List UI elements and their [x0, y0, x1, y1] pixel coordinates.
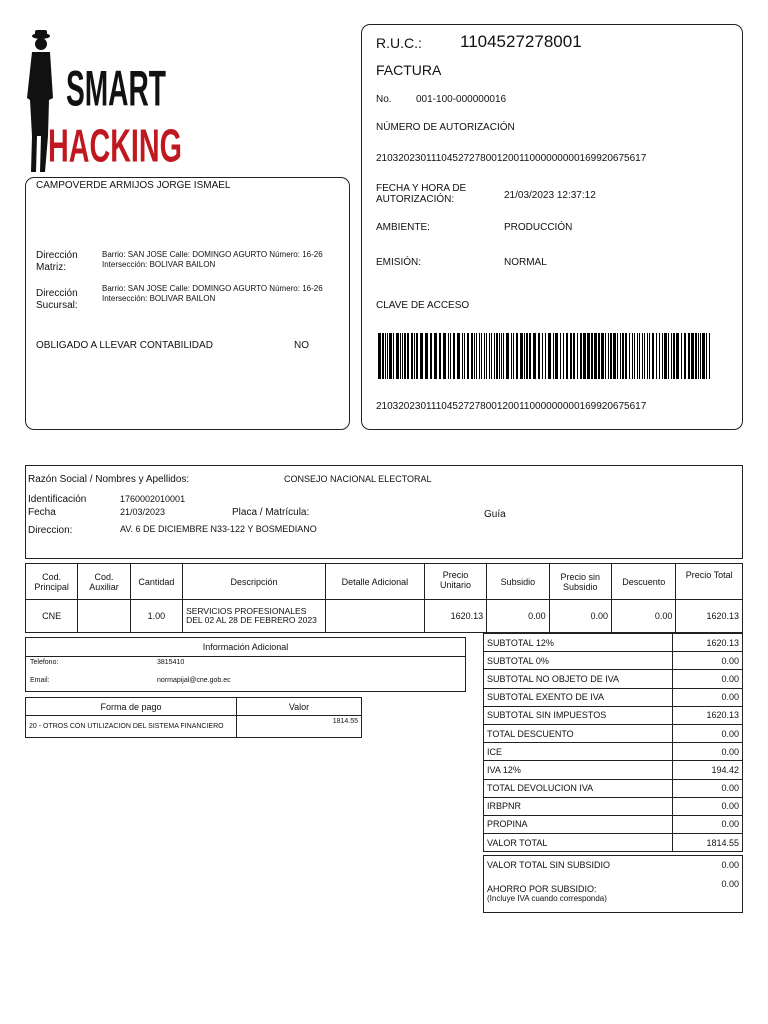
totals-label: VALOR TOTAL	[484, 834, 673, 852]
cell-subsidio: 0.00	[487, 600, 549, 633]
totals-value: 0.00	[673, 779, 743, 797]
cell-precio-total: 1620.13	[676, 600, 743, 633]
barcode-bar	[560, 333, 561, 379]
barcode-bar	[476, 333, 477, 379]
totals-label: TOTAL DEVOLUCION IVA	[484, 779, 673, 797]
totals-value: 0.00	[673, 724, 743, 742]
barcode	[378, 333, 710, 379]
barcode-bar	[664, 333, 667, 379]
totals-table	[483, 633, 743, 852]
forma-pago-value: 20 - OTROS CON UTILIZACION DEL SISTEMA FINANCIERO	[26, 716, 237, 738]
barcode-bar	[529, 333, 531, 379]
totals-row	[484, 688, 743, 706]
contabilidad-value: NO	[294, 340, 309, 351]
cell-precio-sin-subsidio: 0.00	[549, 600, 611, 633]
totals-row	[484, 706, 743, 724]
issuer-box	[25, 177, 350, 430]
totals-row	[484, 670, 743, 688]
items-header-row	[26, 564, 743, 600]
barcode-bar	[425, 333, 428, 379]
contabilidad-label: OBLIGADO A LLEVAR CONTABILIDAD	[36, 340, 213, 351]
barcode-bar	[566, 333, 568, 379]
totals-value: 0.00	[673, 670, 743, 688]
direccion-sucursal-label: Dirección Sucursal:	[36, 288, 78, 311]
barcode-bar	[474, 333, 475, 379]
header-descuento: Descuento	[612, 564, 676, 600]
table-row	[26, 600, 743, 633]
barcode-bar	[598, 333, 600, 379]
barcode-bar	[591, 333, 593, 379]
header-subsidio: Subsidio	[487, 564, 549, 600]
cell-descuento: 0.00	[612, 600, 676, 633]
barcode-bar	[610, 333, 612, 379]
barcode-bar	[652, 333, 654, 379]
info-adicional-box	[25, 637, 466, 692]
invoice-number: 001-100-000000016	[416, 94, 507, 105]
fecha-autorizacion-value: 21/03/2023 12:37:12	[504, 190, 596, 201]
barcode-bar	[676, 333, 679, 379]
barcode-bar	[462, 333, 463, 379]
barcode-bar	[553, 333, 554, 379]
totals-value: 0.00	[673, 815, 743, 833]
placa-label: Placa / Matrícula:	[232, 507, 310, 518]
barcode-bar	[671, 333, 672, 379]
document-type: FACTURA	[376, 62, 442, 78]
barcode-bar	[393, 333, 394, 379]
barcode-bar	[389, 333, 392, 379]
fecha-emision-label: Fecha	[28, 507, 56, 518]
barcode-bar	[491, 333, 492, 379]
barcode-bar	[542, 333, 543, 379]
barcode-bar	[471, 333, 473, 379]
barcode-bar	[385, 333, 386, 379]
totals-label: TOTAL DESCUENTO	[484, 724, 673, 742]
barcode-bar	[580, 333, 582, 379]
totals-row	[484, 815, 743, 833]
totals-label: ICE	[484, 743, 673, 761]
barcode-bar	[486, 333, 487, 379]
barcode-bar	[414, 333, 415, 379]
barcode-bar	[691, 333, 694, 379]
barcode-bar	[524, 333, 525, 379]
barcode-bar	[587, 333, 590, 379]
totals-row	[484, 634, 743, 652]
barcode-bar	[706, 333, 707, 379]
barcode-bar	[396, 333, 399, 379]
barcode-bar	[503, 333, 504, 379]
barcode-bar	[430, 333, 432, 379]
forma-pago-table	[25, 697, 362, 738]
totals-value: 194.42	[673, 761, 743, 779]
clave-acceso-value: 2103202301110452727800120011000000000169920675617	[376, 401, 647, 412]
fecha-autorizacion-label: FECHA Y HORA DE AUTORIZACIÓN:	[376, 183, 467, 205]
barcode-bar	[583, 333, 586, 379]
customer-box	[25, 465, 743, 559]
barcode-bar	[404, 333, 406, 379]
valor-pago-value: 1814.55	[237, 716, 362, 738]
razon-social-label: Razón Social / Nombres y Apellidos:	[28, 474, 190, 485]
barcode-bar	[453, 333, 455, 379]
info-adicional-title: Información Adicional	[26, 638, 465, 657]
barcode-bar	[416, 333, 418, 379]
ahorro-subsidio-label: AHORRO POR SUBSIDIO:	[487, 884, 597, 894]
totals-value: 0.00	[673, 797, 743, 815]
header-descripcion: Descripción	[183, 564, 326, 600]
direccion-sucursal-value: Barrio: SAN JOSE Calle: DOMINGO AGURTO Número: 16-26 Intersección: BOLIVAR BAILON	[102, 284, 323, 303]
header-precio-sin-subsidio: Precio sin Subsidio	[549, 564, 611, 600]
barcode-bar	[639, 333, 640, 379]
razon-social-value: CONSEJO NACIONAL ELECTORAL	[284, 474, 432, 484]
barcode-bar	[681, 333, 682, 379]
totals-row	[484, 724, 743, 742]
barcode-bar	[647, 333, 648, 379]
totals-row	[484, 761, 743, 779]
totals-label: SUBTOTAL NO OBJETO DE IVA	[484, 670, 673, 688]
barcode-bar	[400, 333, 401, 379]
totals-label: SUBTOTAL EXENTO DE IVA	[484, 688, 673, 706]
barcode-bar	[439, 333, 441, 379]
barcode-bar	[555, 333, 558, 379]
barcode-bar	[637, 333, 638, 379]
barcode-bar	[656, 333, 657, 379]
barcode-bar	[577, 333, 578, 379]
barcode-bar	[548, 333, 551, 379]
cell-cod-principal: CNE	[26, 600, 78, 633]
barcode-bar	[464, 333, 465, 379]
fecha-emision-value: 21/03/2023	[120, 507, 166, 517]
cell-detalle-adicional	[326, 600, 425, 633]
header-detalle-adicional: Detalle Adicional	[326, 564, 425, 600]
direccion-value: AV. 6 DE DICIEMBRE N33-122 Y BOSMEDIANO	[120, 524, 317, 534]
header-precio-unitario: Precio Unitario	[424, 564, 486, 600]
barcode-bar	[533, 333, 536, 379]
barcode-bar	[668, 333, 669, 379]
barcode-bar	[709, 333, 710, 379]
barcode-bar	[378, 333, 381, 379]
barcode-bar	[481, 333, 482, 379]
barcode-bar	[526, 333, 528, 379]
barcode-bar	[484, 333, 485, 379]
totals-value: 0.00	[673, 688, 743, 706]
totals-label: SUBTOTAL 0%	[484, 652, 673, 670]
ambiente-label: AMBIENTE:	[376, 222, 430, 233]
clave-acceso-label: CLAVE DE ACCESO	[376, 300, 470, 311]
direccion-label: Direccion:	[28, 525, 73, 536]
barcode-bar	[702, 333, 705, 379]
totals-label: IRBPNR	[484, 797, 673, 815]
barcode-bar	[684, 333, 686, 379]
barcode-bar	[698, 333, 699, 379]
barcode-bar	[673, 333, 675, 379]
barcode-bar	[538, 333, 540, 379]
barcode-bar	[622, 333, 624, 379]
barcode-bar	[457, 333, 460, 379]
barcode-bar	[605, 333, 606, 379]
barcode-bar	[617, 333, 618, 379]
barcode-bar	[382, 333, 384, 379]
info-email-label: Email:	[30, 677, 50, 684]
barcode-bar	[662, 333, 663, 379]
barcode-bar	[501, 333, 502, 379]
barcode-bar	[506, 333, 509, 379]
barcode-bar	[450, 333, 451, 379]
totals-label: SUBTOTAL SIN IMPUESTOS	[484, 706, 673, 724]
barcode-bar	[659, 333, 660, 379]
barcode-bar	[573, 333, 575, 379]
barcode-bar	[496, 333, 498, 379]
info-telefono-label: Telefono:	[30, 659, 59, 666]
barcode-bar	[411, 333, 413, 379]
direccion-matriz-value: Barrio: SAN JOSE Calle: DOMINGO AGURTO Número: 16-26 Intersección: BOLIVAR BAILON	[102, 250, 323, 269]
valor-sin-subsidio-value: 0.00	[721, 860, 739, 870]
totals-label: IVA 12%	[484, 761, 673, 779]
barcode-bar	[620, 333, 621, 379]
barcode-bar	[407, 333, 409, 379]
barcode-bar	[642, 333, 643, 379]
info-telefono-value: 3815410	[157, 659, 185, 666]
barcode-bar	[499, 333, 500, 379]
barcode-bar	[479, 333, 480, 379]
ruc-label: R.U.C.:	[376, 35, 422, 51]
valor-header: Valor	[237, 698, 362, 716]
barcode-bar	[545, 333, 546, 379]
header-cantidad: Cantidad	[130, 564, 182, 600]
company-logo	[28, 28, 188, 176]
identificacion-value: 1760002010001	[120, 494, 186, 504]
header-precio-total: Precio Total	[676, 564, 743, 600]
barcode-bar	[570, 333, 572, 379]
direccion-matriz-label: Dirección Matriz:	[36, 250, 78, 273]
barcode-bar	[443, 333, 446, 379]
guia-label: Guía	[484, 509, 506, 520]
subsidio-box	[483, 855, 743, 913]
emision-label: EMISIÓN:	[376, 257, 422, 268]
barcode-bar	[420, 333, 423, 379]
barcode-bar	[402, 333, 403, 379]
barcode-bar	[625, 333, 627, 379]
barcode-bar	[594, 333, 597, 379]
cell-cantidad: 1.00	[130, 600, 182, 633]
ruc-value: 1104527278001	[460, 32, 582, 51]
barcode-bar	[644, 333, 645, 379]
emision-value: NORMAL	[504, 257, 547, 268]
barcode-bar	[613, 333, 616, 379]
barcode-bar	[489, 333, 490, 379]
totals-value: 1620.13	[673, 706, 743, 724]
autorizacion-label: NÚMERO DE AUTORIZACIÓN	[376, 122, 515, 133]
totals-row	[484, 743, 743, 761]
barcode-bar	[649, 333, 650, 379]
invoice-number-label: No.	[376, 94, 392, 105]
totals-value: 0.00	[673, 652, 743, 670]
barcode-bar	[601, 333, 604, 379]
autorizacion-value: 2103202301110452727800120011000000000169920675617	[376, 153, 647, 164]
barcode-bar	[632, 333, 633, 379]
totals-label: SUBTOTAL 12%	[484, 634, 673, 652]
barcode-bar	[563, 333, 564, 379]
header-cod-auxiliar: Cod. Auxiliar	[78, 564, 130, 600]
issuer-name: CAMPOVERDE ARMIJOS JORGE ISMAEL	[36, 180, 231, 191]
cell-cod-auxiliar	[78, 600, 130, 633]
totals-value: 1814.55	[673, 834, 743, 852]
barcode-bar	[700, 333, 701, 379]
barcode-bar	[516, 333, 518, 379]
totals-row	[484, 834, 743, 852]
barcode-bar	[494, 333, 495, 379]
barcode-bar	[511, 333, 512, 379]
info-email-value: normapijal@cne.gob.ec	[157, 677, 231, 684]
barcode-bar	[467, 333, 469, 379]
totals-row	[484, 652, 743, 670]
logo-text-smart: SMART	[66, 60, 167, 117]
ambiente-value: PRODUCCIÓN	[504, 222, 573, 233]
barcode-bar	[629, 333, 630, 379]
barcode-bar	[387, 333, 388, 379]
barcode-bar	[695, 333, 697, 379]
barcode-bar	[608, 333, 609, 379]
identificacion-label: Identificación	[28, 494, 87, 505]
barcode-bar	[520, 333, 523, 379]
logo-text-hacking: HACKING	[48, 119, 182, 172]
barcode-bar	[688, 333, 690, 379]
header-cod-principal: Cod. Principal	[26, 564, 78, 600]
totals-row	[484, 797, 743, 815]
invoice-box	[361, 24, 743, 430]
totals-value: 1620.13	[673, 634, 743, 652]
valor-sin-subsidio-label: VALOR TOTAL SIN SUBSIDIO	[487, 860, 611, 870]
barcode-bar	[634, 333, 635, 379]
totals-row	[484, 779, 743, 797]
ahorro-subsidio-note: (Incluye IVA cuando corresponda)	[487, 894, 607, 903]
cell-descripcion: SERVICIOS PROFESIONALES DEL 02 AL 28 DE FEBRERO 2023	[183, 600, 326, 633]
ahorro-subsidio-value: 0.00	[721, 879, 739, 889]
barcode-bar	[448, 333, 449, 379]
barcode-bar	[513, 333, 514, 379]
barcode-bar	[434, 333, 437, 379]
items-table	[25, 563, 743, 633]
totals-label: PROPINA	[484, 815, 673, 833]
totals-value: 0.00	[673, 743, 743, 761]
cell-precio-unitario: 1620.13	[424, 600, 486, 633]
forma-pago-header: Forma de pago	[26, 698, 237, 716]
